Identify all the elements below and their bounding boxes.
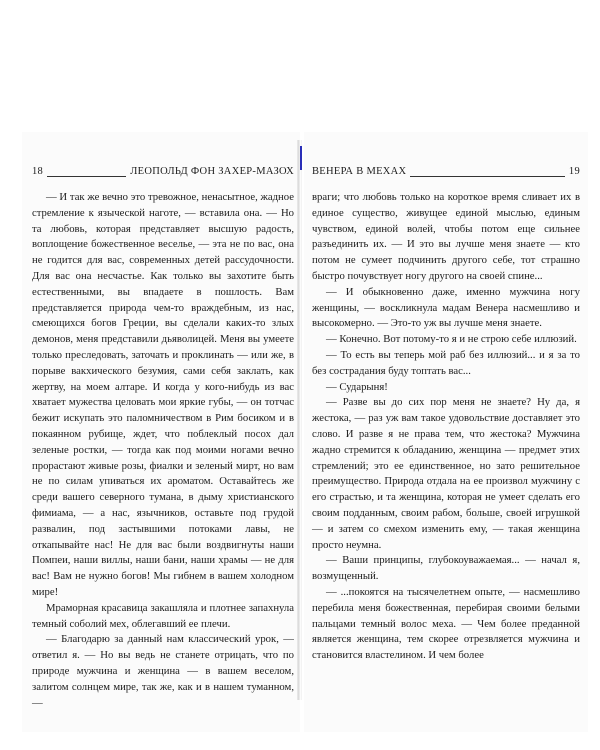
paragraph: — ...покоятся на тысячелетнем опыте, — насмешливо перебила меня божественная, перебирая своими белыми пальцами темный волос меха. — Чем более преданной является женщина, тем скорее отрезвляется мужчина и становится властелином. И чем более <box>312 585 580 662</box>
paragraph: — И обыкновенно даже, именно мужчина ногу женщины, — воскликнула мадам Венера насмешливо и высокомерно. — Это-то уж вы лучше меня знаете. <box>312 285 580 330</box>
paragraph: — Благодарю за данный нам классический урок, — ответил я. — Но вы ведь не станете отрицать, что по природе мужчина и женщина — в вашем веселом, залитом солнцем мире, так же, как и в нашем туманном, — <box>32 633 294 709</box>
right-page-body <box>312 190 580 664</box>
left-page-body <box>32 190 294 711</box>
right-header-rule <box>410 168 564 177</box>
paragraph: — Разве вы до сих пор меня не знаете? Ну да, я жестока, — раз уж вам такое удовольствие доставляет это слово. И разве я не права тем, что жестока? Мужчина жадно стремится к обладанию, женщина — предмет этих стремлений; это ее единственное, но зато решительное преимущество. Природа отдала на ее произвол мужчину с его страстью, и та женщина, которая не умеет сделать его своим подданным, своим рабом, больше, своей игрушкой — и затем со смехом изменить ему, — такая женщина просто неумна. <box>312 396 580 551</box>
right-page-number: 19 <box>568 166 580 177</box>
bookmark-ribbon <box>300 146 302 170</box>
paragraph: Мраморная красавица закашляла и плотнее запахнула темный соболий мех, облегавший ее плечи. <box>32 601 294 630</box>
paragraph: — Ваши принципы, глубокоуважаемая... — начал я, возмущенный. <box>312 554 580 583</box>
left-running-header <box>32 166 294 178</box>
right-running-header <box>312 166 580 178</box>
paragraph: враги; что любовь только на короткое время сливает их в единое существо, живущее единой мыслью, единым чувством, единой волей, чтобы потом еще сильнее разъединить их. — И это вы лучше меня знаете — кто потом не сумеет подчинить другого себе, тот страшно быстро почувствует ногу другого на своей спине... <box>312 191 580 282</box>
paragraph: — И так же вечно это тревожное, ненасытное, жадное стремление к языческой наготе, — вставила она. — Но та любовь, которая представляет высшую радость, воплощение божественное веселье, — эта не по вас, она не годится для вас, современных детей рассудочности. Для вас она несчастье. Как только вы захотите быть естественными, вы впадаете в пошлость. Вам представляется природа чем-то враждебным, из нас, смеющихся богов Греции, вы сделали каких-то злых демонов, меня представили дьяволицей. Меня вы умеете только преследовать, заточать и проклинать — или же, в порыве вакхического безумия, сами себя заклать, как жертву, на моем алтаре. И когда у кого-нибудь из вас хватает мужества целовать мои яркие губы, — он тотчас бежит искупать это паломничеством в Рим босиком и в покаянном рубище, ждет, что поблеклый посох дал зеленые ростки, — тогда как под моими ногами вечно прорастают живые розы, фиалки и зеленый мирт, но вам не по силам упиваться их ароматом. Оставайтесь же среди вашего северного тумана, в дыму христианского фимиама, — а нас, язычников, оставьте под грудой развалин, под застывшими потоками лавы, не откапывайте нас! Не для вас были воздвигнуты наши Помпеи, наши виллы, наши бани, наши храмы — не для вас! Вам не нужно богов! Мы гибнем в вашем холодном мире! <box>32 191 294 598</box>
right-page <box>304 132 588 732</box>
paragraph: — Сударыня! <box>326 380 388 393</box>
left-header-rule <box>47 168 126 177</box>
right-running-head: ВЕНЕРА В МЕХАХ <box>312 166 407 177</box>
book-gutter <box>297 140 302 700</box>
paragraph: — То есть вы теперь мой раб без иллюзий... и я за то без сострадания буду топтать вас... <box>312 348 580 377</box>
paragraph: — Конечно. Вот потому-то я и не строю себе иллюзий. <box>326 333 577 346</box>
left-running-head: ЛЕОПОЛЬД ФОН ЗАХЕР-МАЗОХ <box>130 166 294 177</box>
left-page <box>22 132 300 732</box>
left-page-number: 18 <box>32 166 44 177</box>
